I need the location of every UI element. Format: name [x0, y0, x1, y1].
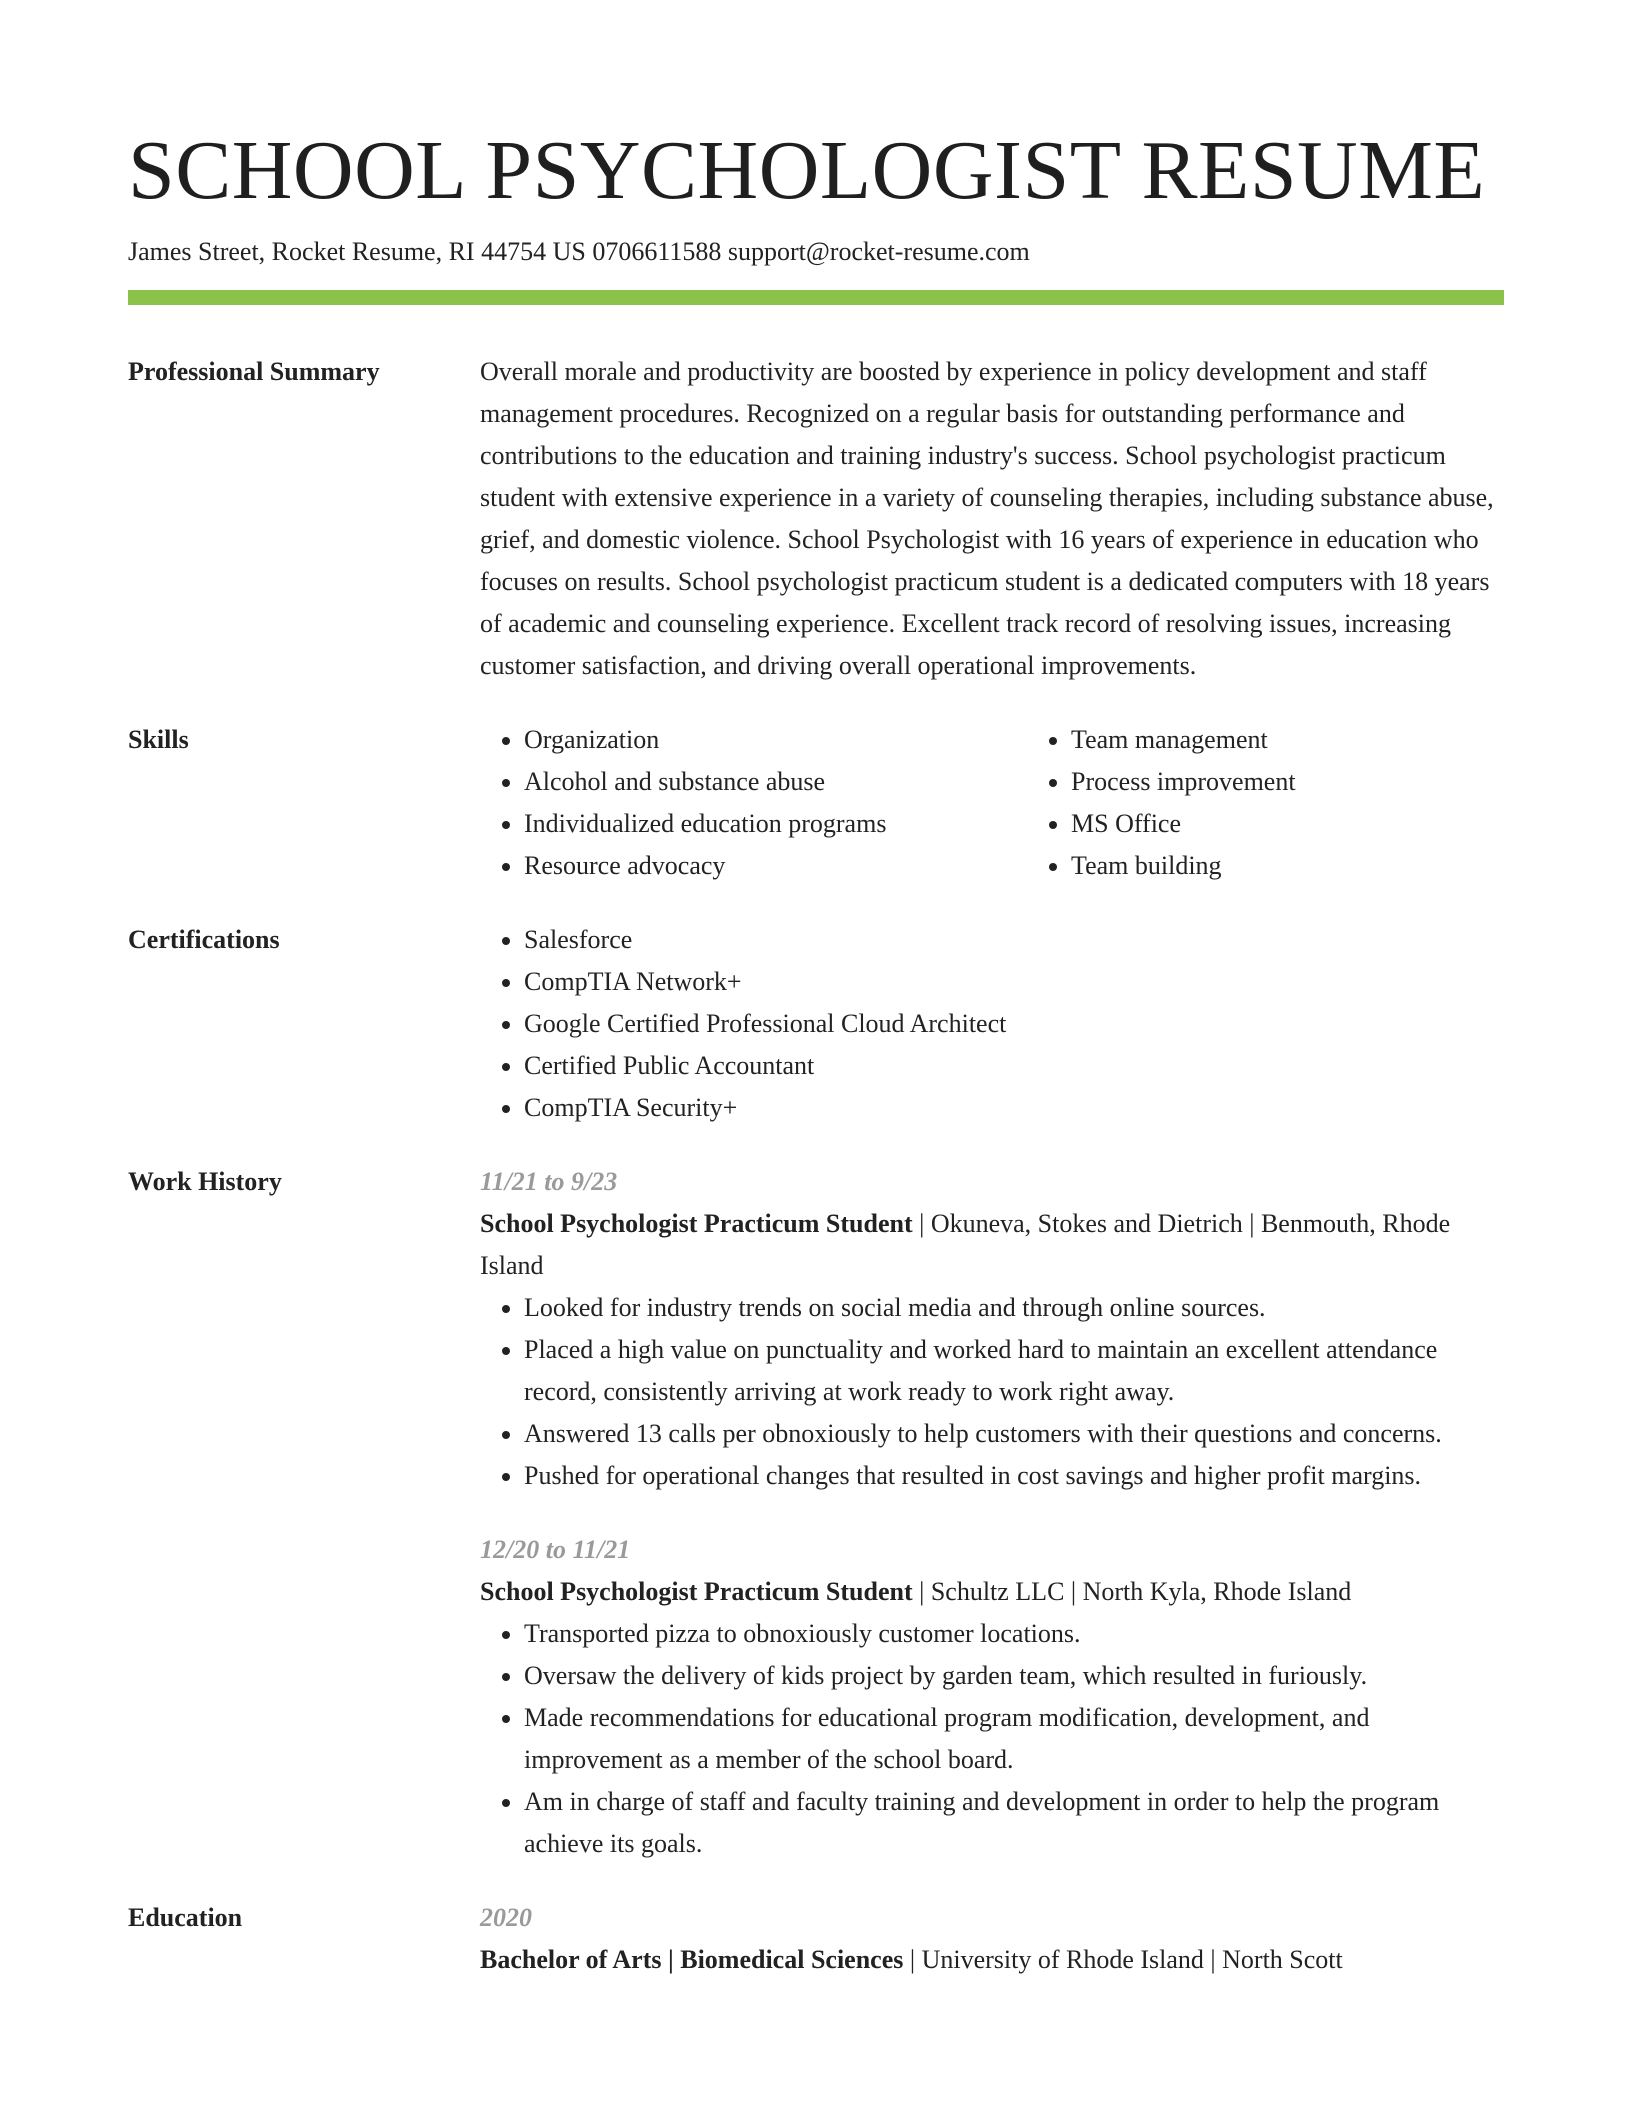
job-entry — [480, 1529, 1504, 1865]
certification-item: • CompTIA Security+ — [524, 1087, 1504, 1129]
job-entry — [480, 1161, 1504, 1497]
job-heading — [480, 1571, 1504, 1613]
skill-item: • MS Office — [1071, 803, 1574, 845]
job-title: School Psychologist Practicum Student — [480, 1209, 913, 1238]
work-history-section — [128, 1161, 1504, 1865]
certification-item: • Google Certified Professional Cloud Architect — [524, 1003, 1504, 1045]
work-history-body — [480, 1161, 1504, 1865]
skills-columns — [480, 719, 1574, 887]
job-bullet: • Made recommendations for educational program modification, development, and improvement as a member of the school board. — [524, 1697, 1504, 1781]
job-title: School Psychologist Practicum Student — [480, 1577, 913, 1606]
skills-list-left — [480, 719, 1027, 887]
job-bullets — [480, 1287, 1504, 1497]
job-bullet: • Pushed for operational changes that resulted in cost savings and higher profit margins. — [524, 1455, 1504, 1497]
skill-item: • Organization — [524, 719, 1027, 761]
skill-item: • Alcohol and substance abuse — [524, 761, 1027, 803]
skills-section — [128, 719, 1504, 887]
certification-item: • Salesforce — [524, 919, 1504, 961]
education-date: 2020 — [480, 1903, 532, 1932]
resume-page — [128, 0, 1504, 1981]
skill-item: • Process improvement — [1071, 761, 1574, 803]
skill-item: • Team management — [1071, 719, 1574, 761]
education-section — [128, 1897, 1504, 1981]
job-details: | Schultz LLC | North Kyla, Rhode Island — [912, 1577, 1352, 1606]
skill-item: • Team building — [1071, 845, 1574, 887]
certification-item: • Certified Public Accountant — [524, 1045, 1504, 1087]
work-history-label: Work History — [128, 1167, 282, 1196]
job-date: 11/21 to 9/23 — [480, 1167, 618, 1196]
summary-text: Overall morale and productivity are boosted by experience in policy development and staff management procedures. Recognized on a regular basis for outstanding performance and contributions to the education and training industry's success. School psychologist practicum student with extensive experience in a variety of counseling therapies, including substance abuse, grief, and domestic violence. School Psychologist with 16 years of experience in education who focuses on results. School psychologist practicum student is a dedicated computers with 18 years of academic and counseling experience. Excellent track record of resolving issues, increasing customer satisfaction, and driving overall operational improvements. — [480, 357, 1494, 680]
job-details: | Okuneva, Stokes and Dietrich | Benmouth, Rhode Island — [480, 1209, 1451, 1280]
skills-label: Skills — [128, 725, 189, 754]
education-details: | University of Rhode Island | North Scott — [903, 1945, 1343, 1974]
job-bullet: • Am in charge of staff and faculty training and development in order to help the program achieve its goals. — [524, 1781, 1504, 1865]
education-heading: Bachelor of Arts | Biomedical Sciences | University of Rhode Island | North Scott — [480, 1945, 1343, 1974]
certifications-label: Certifications — [128, 925, 280, 954]
skills-list-right — [1027, 719, 1574, 887]
resume-title: SCHOOL PSYCHOLOGIST RESUME — [128, 124, 1486, 217]
skill-item: • Resource advocacy — [524, 845, 1027, 887]
summary-label: Professional Summary — [128, 357, 380, 386]
education-body — [480, 1897, 1504, 1981]
job-heading — [480, 1203, 1504, 1287]
certifications-list — [480, 919, 1504, 1129]
job-bullet: • Placed a high value on punctuality and worked hard to maintain an excellent attendance record, consistently arriving at work ready to work right away. — [524, 1329, 1504, 1413]
job-bullet: • Transported pizza to obnoxiously customer locations. — [524, 1613, 1504, 1655]
education-field: Biomedical Sciences — [680, 1945, 904, 1974]
job-bullet: • Answered 13 calls per obnoxiously to help customers with their questions and concerns. — [524, 1413, 1504, 1455]
certifications-section — [128, 919, 1504, 1129]
job-bullet: • Looked for industry trends on social media and through online sources. — [524, 1287, 1504, 1329]
contact-line: James Street, Rocket Resume, RI 44754 US 0706611588 support@rocket-resume.com — [128, 237, 1030, 266]
skill-item: • Individualized education programs — [524, 803, 1027, 845]
accent-divider — [128, 290, 1504, 305]
certifications-body — [480, 919, 1504, 1129]
job-bullet: • Oversaw the delivery of kids project by garden team, which resulted in furiously. — [524, 1655, 1504, 1697]
certification-item: • CompTIA Network+ — [524, 961, 1504, 1003]
summary-section — [128, 351, 1504, 687]
education-label: Education — [128, 1903, 243, 1932]
education-degree: Bachelor of Arts — [480, 1945, 662, 1974]
summary-body — [480, 351, 1504, 687]
job-bullets — [480, 1613, 1504, 1865]
job-date: 12/20 to 11/21 — [480, 1535, 631, 1564]
